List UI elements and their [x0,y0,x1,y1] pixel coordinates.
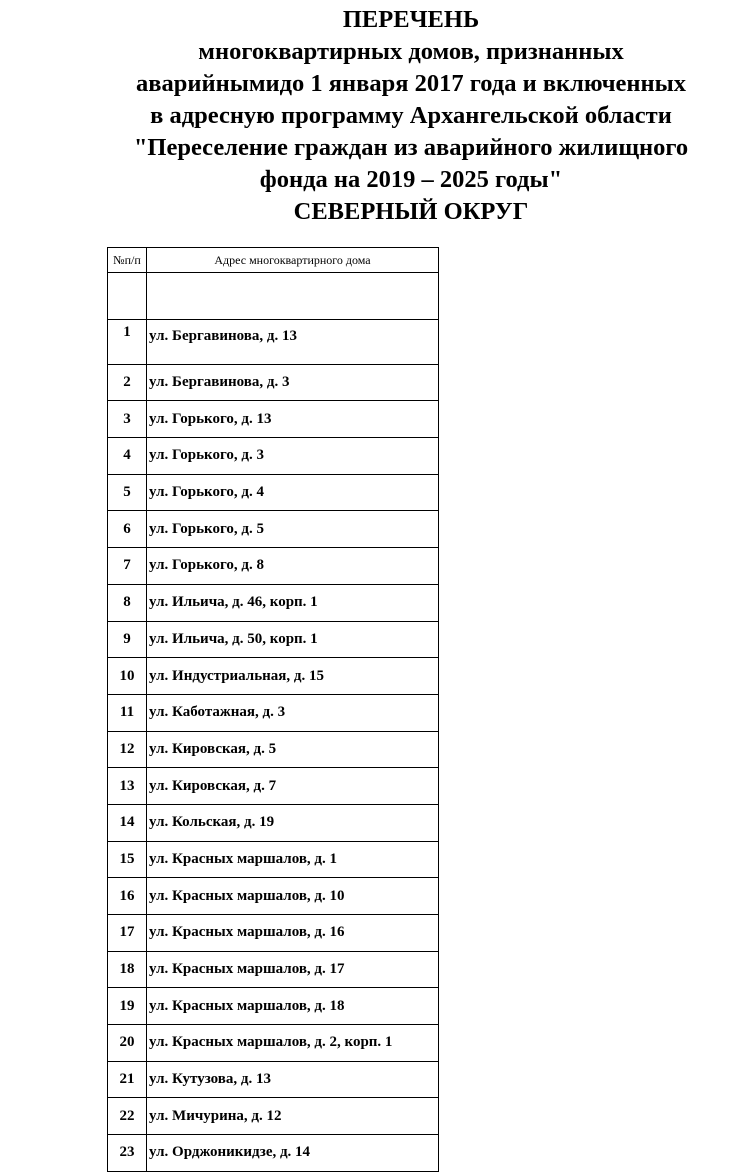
row-number: 18 [108,951,147,988]
table-row [108,548,439,585]
row-number: 4 [108,438,147,475]
row-address: ул. Красных маршалов, д. 16 [147,915,439,952]
table-header-row [108,248,439,273]
table-row [108,951,439,988]
title-line: фонда на 2019 – 2025 годы" [259,166,563,193]
table-row [108,1135,439,1172]
table-row [108,694,439,731]
row-address: ул. Бергавинова, д. 3 [147,364,439,401]
row-number: 21 [108,1061,147,1098]
table-row [108,804,439,841]
table-empty-row [108,273,439,320]
header-address: Адрес многоквартирного дома [147,248,439,273]
table-row [108,364,439,401]
empty-cell [108,273,147,320]
row-number: 19 [108,988,147,1025]
table-row [108,584,439,621]
row-address: ул. Кировская, д. 7 [147,768,439,805]
row-address: ул. Кировская, д. 5 [147,731,439,768]
row-address: ул. Каботажная, д. 3 [147,694,439,731]
header-number: №п/п [108,248,147,273]
title-line-district: СЕВЕРНЫЙ ОКРУГ [293,198,529,225]
title-line: многоквартирных домов, признанных [198,38,624,65]
row-number: 8 [108,584,147,621]
row-number: 11 [108,694,147,731]
table-row [108,878,439,915]
table-row [108,320,439,365]
row-number: 20 [108,1025,147,1062]
row-number: 17 [108,915,147,952]
table-row [108,1098,439,1135]
row-address: ул. Ильича, д. 46, корп. 1 [147,584,439,621]
row-address: ул. Горького, д. 13 [147,401,439,438]
row-address: ул. Кольская, д. 19 [147,804,439,841]
row-address: ул. Красных маршалов, д. 1 [147,841,439,878]
row-address: ул. Орджоникидзе, д. 14 [147,1135,439,1172]
row-address: ул. Горького, д. 8 [147,548,439,585]
table-row [108,731,439,768]
row-address: ул. Горького, д. 3 [147,438,439,475]
row-number: 22 [108,1098,147,1135]
row-address: ул. Красных маршалов, д. 17 [147,951,439,988]
table-row [108,474,439,511]
table-row [108,768,439,805]
row-address: ул. Ильича, д. 50, корп. 1 [147,621,439,658]
row-number: 23 [108,1135,147,1172]
row-address: ул. Кутузова, д. 13 [147,1061,439,1098]
table-row [108,915,439,952]
row-address: ул. Индустриальная, д. 15 [147,658,439,695]
row-address: ул. Бергавинова, д. 13 [147,320,439,365]
row-number: 2 [108,364,147,401]
table-row [108,1061,439,1098]
row-address: ул. Красных маршалов, д. 2, корп. 1 [147,1025,439,1062]
row-address: ул. Горького, д. 5 [147,511,439,548]
row-number: 6 [108,511,147,548]
row-number: 9 [108,621,147,658]
row-number: 13 [108,768,147,805]
title-line: аварийнымидо 1 января 2017 года и включенных [135,70,687,97]
table-row [108,621,439,658]
table-row [108,1025,439,1062]
title-line: в адресную программу Архангельской области [150,102,672,129]
row-number: 15 [108,841,147,878]
table-row [108,658,439,695]
table-row [108,438,439,475]
row-address: ул. Мичурина, д. 12 [147,1098,439,1135]
table-row [108,401,439,438]
document-title [0,4,750,228]
empty-cell [147,273,439,320]
row-number: 10 [108,658,147,695]
row-address: ул. Горького, д. 4 [147,474,439,511]
title-line: ПЕРЕЧЕНЬ [342,6,480,33]
table-row [108,511,439,548]
table-row [108,841,439,878]
title-line: "Переселение граждан из аварийного жилищного [133,134,689,161]
row-address: ул. Красных маршалов, д. 10 [147,878,439,915]
row-number: 14 [108,804,147,841]
row-number: 1 [108,320,147,365]
row-number: 5 [108,474,147,511]
row-address: ул. Красных маршалов, д. 18 [147,988,439,1025]
row-number: 12 [108,731,147,768]
row-number: 16 [108,878,147,915]
address-table [107,247,439,1172]
row-number: 7 [108,548,147,585]
row-number: 3 [108,401,147,438]
table-row [108,988,439,1025]
